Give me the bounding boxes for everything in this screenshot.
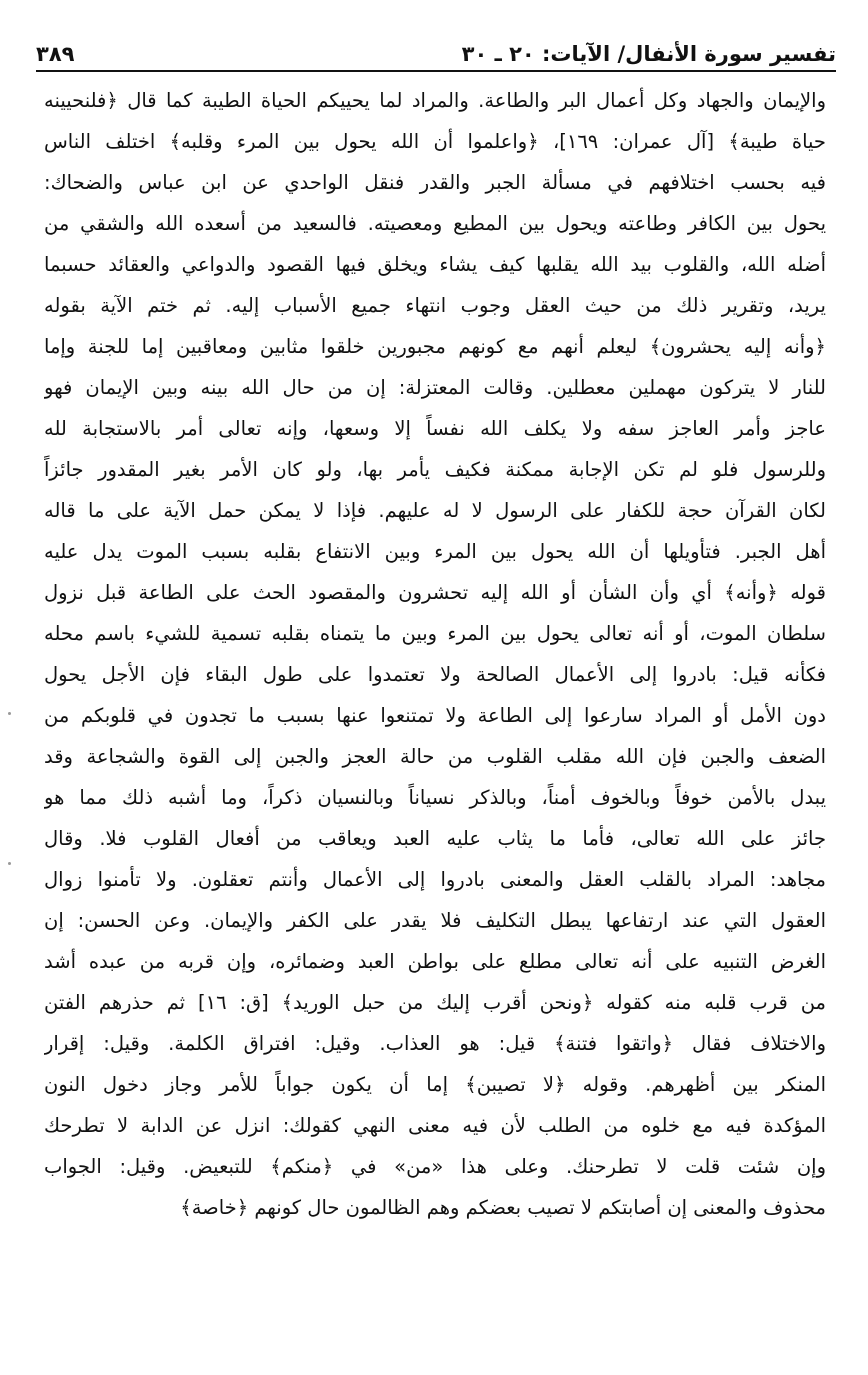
text-line: ﴿وأنه إليه يحشرون﴾ ليعلم أنهم مع كونهم مجبورين خلقوا مثابين ومعاقبين إما للجنة وإما (44, 335, 826, 358)
text-line: قوله ﴿وأنه﴾ أي وأن الشأن أو الله إليه تحشرون والمقصود الحث على الطاعة قبل نزول (44, 581, 826, 604)
margin-dot (8, 862, 11, 865)
text-line: يبدل بالأمن خوفاً وبالخوف أمناً، وبالذكر نسياناً وبالنسيان ذكراً، وما أشبه ذلك مما هو (44, 786, 826, 809)
text-line: وإن شئت قلت لا تطرحنك. وعلى هذا «من» في ﴿منكم﴾ للتبعيض. وقيل: الجواب (44, 1155, 826, 1178)
text-line: والإيمان والجهاد وكل أعمال البر والطاعة. والمراد لما يحييكم الحياة الطيبة كما قال ﴿فلنحيينه (44, 89, 826, 112)
text-line: من قرب قلبه منه كقوله ﴿ونحن أقرب إليك من حبل الوريد﴾ [ق: ١٦] ثم حذرهم الفتن (44, 991, 826, 1014)
text-line: المؤكدة فيه مع خلوه من الطلب لأن فيه معنى النهي كقولك: انزل عن الدابة لا تطرحك (44, 1114, 826, 1137)
text-line: سلطان الموت، أو أنه تعالى يحول بين المرء وبين ما يتمناه بقلبه تسمية للشيء باسم محله (44, 622, 826, 645)
text-line: الضعف والجبن فإن الله مقلب القلوب من حالة العجز والجبن إلى القوة والشجاعة وقد (44, 745, 826, 768)
text-line: مجاهد: المراد بالقلب العقل والمعنى بادروا إلى الأعمال وأنتم تعقلون. ولا تأمنوا زوال (44, 868, 826, 891)
text-line: أضله الله، والقلوب بيد الله يقلبها كيف يشاء ويخلق فيها القصود والدواعي والعقائد حسبما (44, 253, 826, 276)
text-line: العقول التي عند ارتفاعها يبطل التكليف فلا يقدر على الكفر والإيمان. وعن الحسن: إن (44, 909, 826, 932)
text-line: فيه بحسب اختلافهم في مسألة الجبر والقدر فنقل الواحدي عن ابن عباس والضحاك: (44, 171, 826, 194)
text-line: يحول بين الكافر وطاعته ويحول بين المطيع ومعصيته. فالسعيد من أسعده الله والشقي من (44, 212, 826, 235)
text-line: المنكر بين أظهرهم. وقوله ﴿لا تصيبن﴾ إما أن يكون جواباً للأمر وجاز دخول النون (44, 1073, 826, 1096)
text-line: عاجز وأمر العاجز سفه ولا يكلف الله نفساً إلا وسعها، وإنه تعالى أمر بالاستجابة لله (44, 417, 826, 440)
text-line: والاختلاف فقال ﴿واتقوا فتنة﴾ قيل: هو العذاب. وقيل: افتراق الكلمة. وقيل: إقرار (44, 1032, 826, 1055)
text-line: دون الأمل أو المراد سارعوا إلى الطاعة ولا تمتنعوا عنها بسبب ما تجدون في قلوبكم من (44, 704, 826, 727)
text-line: يريد، وتقرير ذلك من حيث العقل وجوب انتهاء جميع الأسباب إليه. ثم ختم الآية بقوله (44, 294, 826, 317)
text-line: جائز على الله تعالى، فأما ما يثاب عليه العبد ويعاقب من أفعال القلوب فلا. وقال (44, 827, 826, 850)
running-title: تفسير سورة الأنفال/ الآيات: ٢٠ ـ ٣٠ (461, 42, 836, 66)
text-line: للنار لا يتركون مهملين معطلين. وقالت المعتزلة: إن من حال الله بينه وبين الإيمان فهو (44, 376, 826, 399)
page-number: ٣٨٩ (36, 42, 75, 66)
text-line: أهل الجبر. فتأويلها أن الله يحول بين المرء وبين الانتفاع بقلبه بسبب الموت يدل عليه (44, 540, 826, 563)
text-line: حياة طيبة﴾ [آل عمران: ١٦٩]، ﴿واعلموا أن الله يحول بين المرء وقلبه﴾ اختلف الناس (44, 130, 826, 153)
tafsir-body-text (44, 80, 826, 1228)
text-line: لكان القرآن حجة للكفار على الرسول لا له عليهم. فإذا لا يمكن حمل الآية على ما قاله (44, 499, 826, 522)
text-line: فكأنه قيل: بادروا إلى الأعمال الصالحة ولا تعتمدوا على طول البقاء فإن الأجل يحول (44, 663, 826, 686)
text-line: محذوف والمعنى إن أصابتكم لا تصيب بعضكم وهم الظالمون حال كونهم ﴿خاصة﴾ (180, 1196, 826, 1219)
margin-dot (8, 712, 11, 715)
page-header (36, 32, 836, 72)
text-line: الغرض التنبيه على أنه تعالى مطلع على بواطن العبد وضمائره، وإن قربه من عبده أشد (44, 950, 826, 973)
text-line: وللرسول فلو لم تكن الإجابة ممكنة فكيف يأمر بها، ولو كان الأمر بغير المقدور جائزاً (44, 458, 826, 481)
